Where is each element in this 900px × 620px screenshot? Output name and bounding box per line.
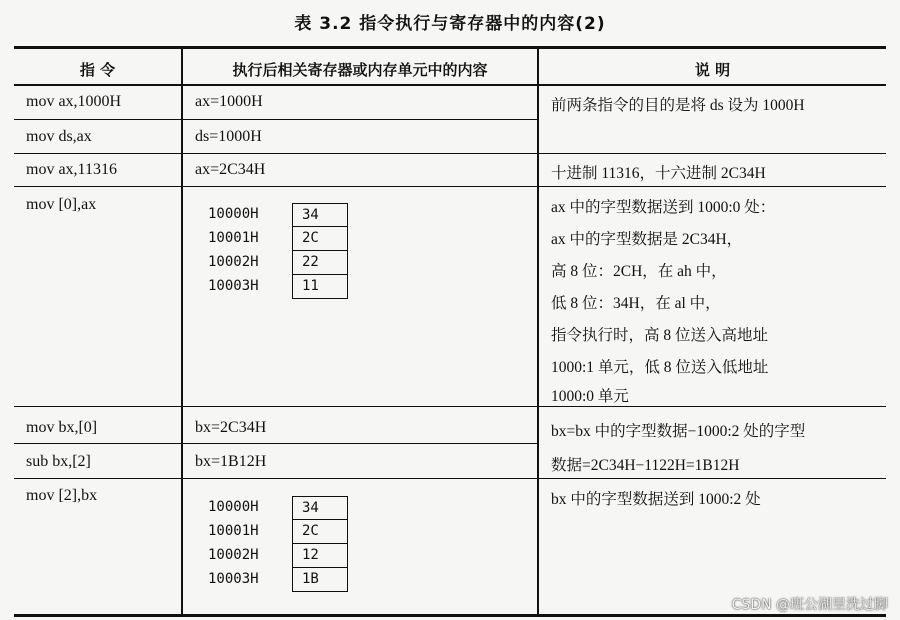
instruction-cell: mov [0],ax <box>26 196 97 213</box>
instruction-cell: sub bx,[2] <box>26 453 91 470</box>
column-divider <box>537 48 539 614</box>
note-cell: 十进制 11316，十六进制 2C34H <box>551 165 766 182</box>
note-line: 1000:1 单元，低 8 位送入低地址 <box>551 359 769 376</box>
row-rule <box>14 119 538 120</box>
note-line: bx=bx 中的字型数据−1000:2 处的字型 <box>551 423 806 440</box>
bottom-rule <box>14 614 886 617</box>
note-cell: 前两条指令的目的是将 ds 设为 1000H <box>551 97 805 114</box>
header-content: 执行后相关寄存器或内存单元中的内容 <box>232 61 488 79</box>
memory-value: 12 <box>292 544 348 568</box>
content-cell: bx=1B12H <box>195 453 267 470</box>
content-cell: ds=1000H <box>195 128 262 145</box>
memory-value: 11 <box>292 275 348 299</box>
note-line: 高 8 位：2CH，在 ah 中， <box>551 263 727 280</box>
memory-address: 10001H <box>208 230 259 246</box>
note-line: 指令执行时，高 8 位送入高地址 <box>551 327 769 344</box>
table-title: 表 3.2 指令执行与寄存器中的内容(2) <box>294 14 606 34</box>
memory-address: 10002H <box>208 547 259 563</box>
row-rule <box>14 478 886 479</box>
instruction-cell: mov bx,[0] <box>26 419 98 436</box>
memory-address: 10003H <box>208 278 259 294</box>
memory-address: 10000H <box>208 499 259 515</box>
memory-value: 34 <box>292 203 348 227</box>
memory-address: 10001H <box>208 523 259 539</box>
memory-address: 10003H <box>208 571 259 587</box>
watermark: CSDN @班公湖里洗过脚 <box>731 597 888 613</box>
instruction-cell: mov [2],bx <box>26 487 98 504</box>
content-cell: ax=2C34H <box>195 161 266 178</box>
header-instruction: 指 令 <box>79 61 116 79</box>
instruction-cell: mov ax,1000H <box>26 93 122 110</box>
instruction-cell: mov ax,11316 <box>26 161 117 178</box>
note-line: ax 中的字型数据是 2C34H， <box>551 231 743 248</box>
column-divider <box>181 48 183 614</box>
memory-value: 2C <box>292 227 348 251</box>
note-line: 数据=2C34H−1122H=1B12H <box>551 457 740 474</box>
memory-address: 10000H <box>208 206 259 222</box>
top-rule <box>14 46 886 49</box>
note-line: 1000:0 单元 <box>551 388 629 405</box>
content-cell: ax=1000H <box>195 93 263 110</box>
row-rule <box>14 186 886 187</box>
header-note: 说 明 <box>694 61 731 79</box>
note-cell: bx 中的字型数据送到 1000:2 处 <box>551 491 761 508</box>
memory-address: 10002H <box>208 254 259 270</box>
note-line: 低 8 位：34H，在 al 中， <box>551 295 721 312</box>
note-line: ax 中的字型数据送到 1000:0 处： <box>551 199 776 216</box>
row-rule <box>14 406 886 407</box>
memory-value: 22 <box>292 251 348 275</box>
memory-value: 34 <box>292 496 348 520</box>
memory-value: 2C <box>292 520 348 544</box>
content-cell: bx=2C34H <box>195 419 267 436</box>
row-rule <box>14 153 886 154</box>
instruction-cell: mov ds,ax <box>26 128 92 145</box>
row-rule <box>14 443 538 444</box>
header-rule <box>14 84 886 86</box>
memory-value: 1B <box>292 568 348 592</box>
